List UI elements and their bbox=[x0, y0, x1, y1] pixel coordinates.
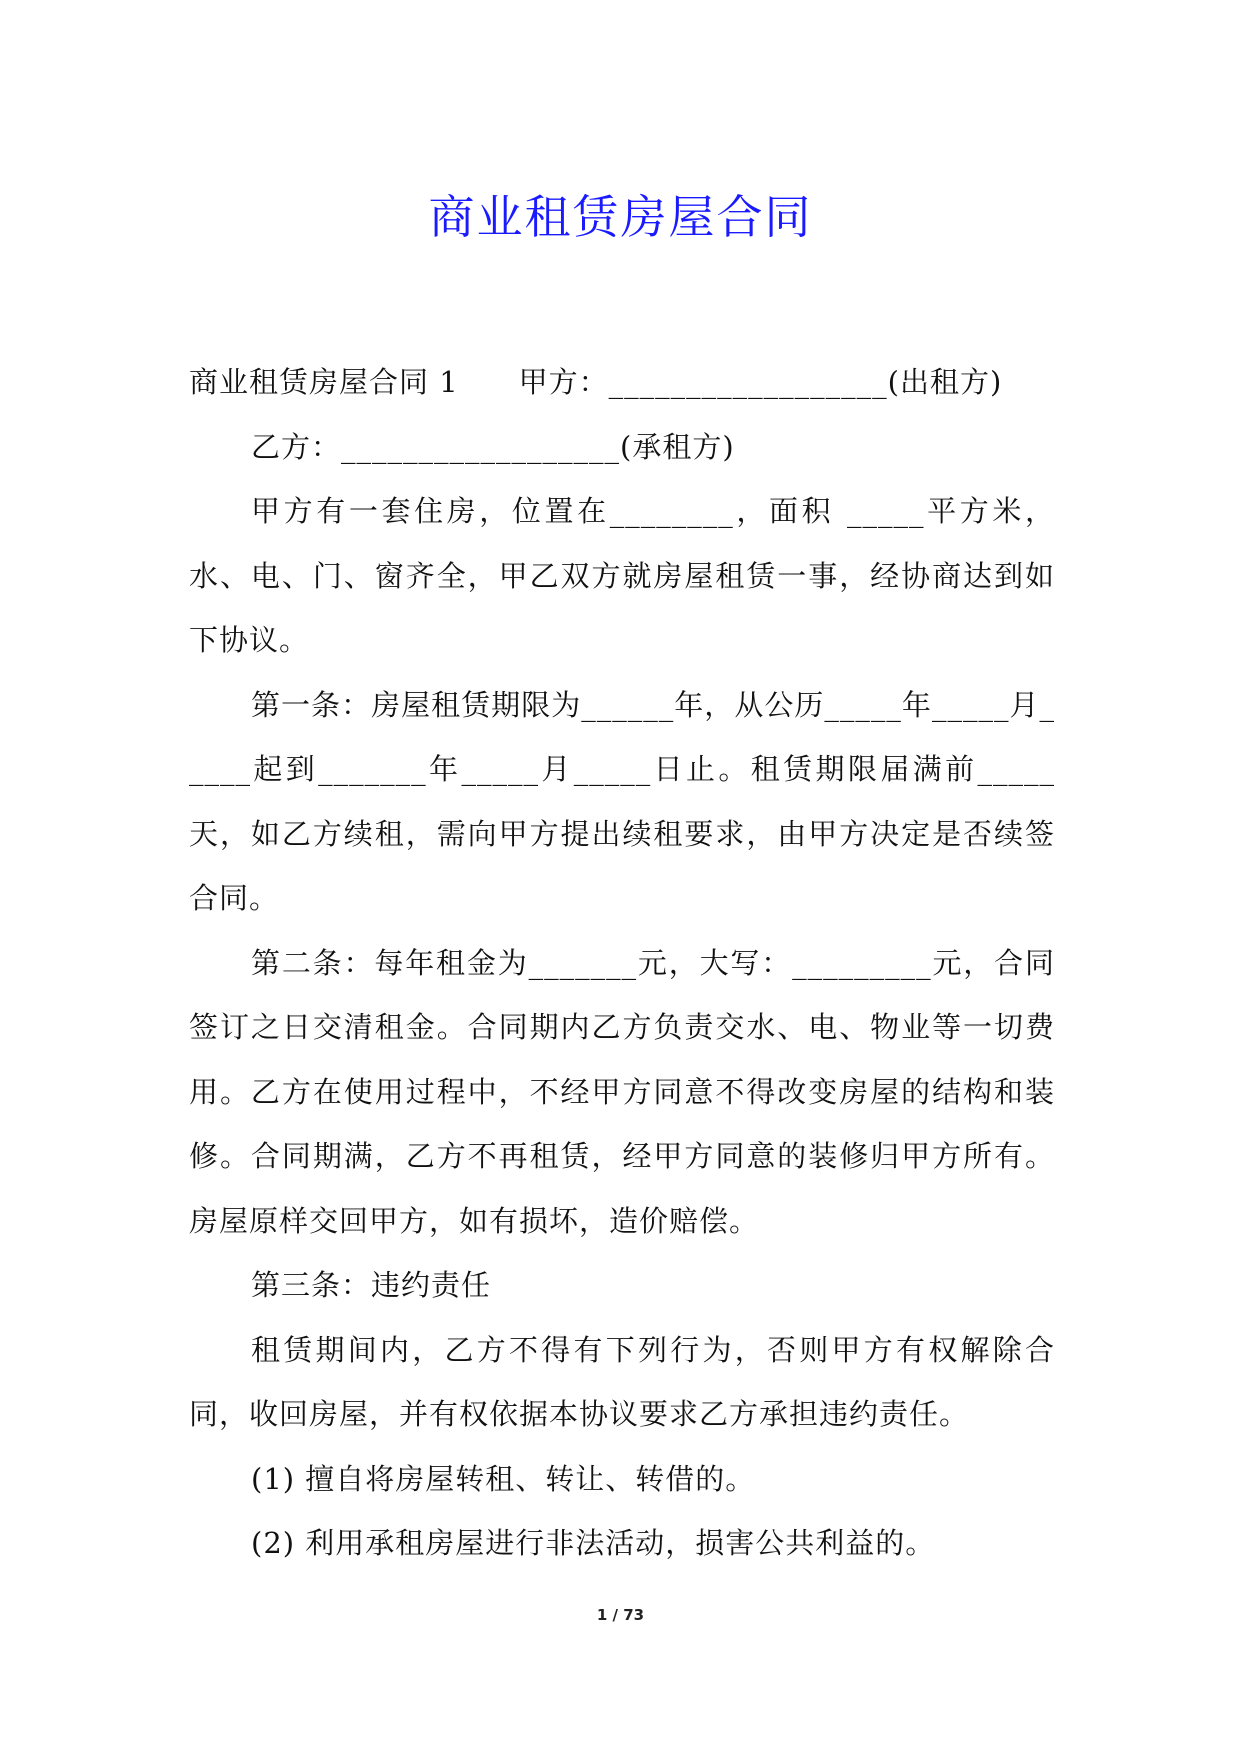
page-indicator: 1 / 73 bbox=[596, 1606, 645, 1624]
paragraph-property: 甲方有一套住房，位置在________，面积 _____平方米，水、电、门、窗齐全，甲乙双方就房屋租赁一事，经协商达到如下协议。 bbox=[189, 494, 1055, 657]
document-body bbox=[189, 350, 1055, 1576]
paragraph-parties-lessee: 乙方：__________________(承租方) bbox=[251, 429, 735, 464]
paragraph-item-2: (2) 利用承租房屋进行非法活动，损害公共利益的。 bbox=[251, 1526, 936, 1560]
paragraph-parties-lessor: 商业租赁房屋合同 1 甲方：__________________(出租方) bbox=[189, 365, 1003, 399]
paragraph-item-1: (1) 擅自将房屋转租、转让、转借的。 bbox=[251, 1461, 756, 1496]
paragraph-article-2: 第二条：每年租金为_______元，大写：_________元，合同签订之日交清租金。合同期内乙方负责交水、电、物业等一切费用。乙方在使用过程中，不经甲方同意不得改变房屋的结构和装修。合同期满，乙方不再租赁，经甲方同意的装修归甲方所有。房屋原样交回甲方，如有损坏，造价赔偿。 bbox=[189, 945, 1055, 1238]
paragraph-article-3-body: 租赁期间内，乙方不得有下列行为，否则甲方有权解除合同，收回房屋，并有权依据本协议要求乙方承担违约责任。 bbox=[189, 1332, 1055, 1431]
paragraph-article-3-heading: 第三条：违约责任 bbox=[251, 1268, 492, 1302]
paragraph-article-1: 第一条：房屋租赁期限为______年，从公历_____年_____月_____起到_______年_____月_____日止。租赁期限届满前_____天，如乙方续租，需向甲方提出续租要求，由甲方决定是否续签合同。 bbox=[189, 687, 1055, 915]
document-title: 商业租赁房屋合同 bbox=[428, 189, 813, 244]
